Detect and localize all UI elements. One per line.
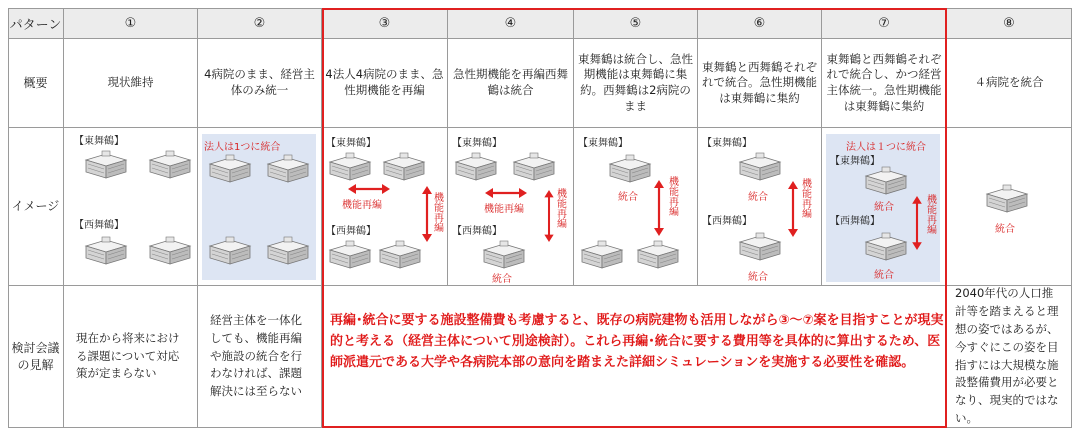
hospital-building-icon [608, 154, 652, 184]
header-pattern-8: ⑧ [947, 8, 1072, 39]
hospital-building-icon [378, 240, 422, 270]
hospital-building-icon [454, 152, 498, 182]
label-west: 【西舞鶴】 [830, 216, 880, 227]
label-merge: 統合 [748, 272, 768, 283]
hospital-building-icon [580, 240, 624, 270]
reorg-arrow-icon [654, 178, 664, 238]
reorg-arrow-icon [544, 190, 554, 242]
image-pattern-1 [64, 128, 198, 286]
label-merge: 統合 [618, 192, 638, 203]
header-pattern-5: ⑤ [574, 8, 698, 39]
hospital-building-icon [84, 150, 128, 180]
hospital-building-icon [208, 154, 252, 184]
label-east: 【東舞鶴】 [452, 138, 502, 149]
reorg-arrow-icon [484, 188, 528, 198]
label-merge: 統合 [995, 224, 1015, 235]
image-pattern-5 [574, 128, 698, 286]
review-pattern-3-7: 再編･統合に要する施設整備費も考慮すると、既存の病院建物も活用しながら③～⑦案を目指すことが現実的と考える（経営主体について別途検討）。これら再編･統合に要する費用等を具体的に算出するため、医師派遣元である大学や各病院本部の意向を踏まえた詳細シミュレーションを実施する必要性を確認。 [330, 313, 944, 370]
summary-pattern-4: 急性期機能を再編西舞鶴は統合 [448, 39, 574, 128]
summary-pattern-1: 現状維持 [64, 39, 198, 128]
header-pattern-2: ② [198, 8, 322, 39]
hospital-building-icon [738, 152, 782, 182]
label-merge: 統合 [748, 192, 768, 203]
label-east: 【東舞鶴】 [74, 136, 124, 147]
header-pattern-6: ⑥ [698, 8, 822, 39]
review-pattern-8: 2040年代の人口推計等を踏まえると理想の姿ではあるが、今すぐにこの姿を目指すには大規模な施設整備費用が必要となり、現実的ではない。 [947, 286, 1072, 428]
hospital-building-icon [328, 152, 372, 182]
header-corner: パターン [8, 8, 64, 39]
hospital-building-icon [148, 236, 192, 266]
hospital-building-icon [208, 236, 252, 266]
label-west: 【西舞鶴】 [452, 226, 502, 237]
label-east: 【東舞鶴】 [578, 138, 628, 149]
label-west: 【西舞鶴】 [326, 226, 376, 237]
hospital-building-icon [636, 240, 680, 270]
label-east: 【東舞鶴】 [830, 156, 880, 167]
label-func-reorg: 機能再編 [342, 200, 382, 211]
review-pattern-1: 現在から将来における課題について対応策が定まらない [64, 286, 198, 428]
label-func-reorg: 機能再編 [554, 188, 566, 228]
image-pattern-4 [448, 128, 574, 286]
summary-pattern-5: 東舞鶴は統合し、急性期機能は東舞鶴に集約。西舞鶴は2病院のまま [574, 39, 698, 128]
label-merge: 統合 [492, 274, 512, 285]
hospital-building-icon [148, 150, 192, 180]
summary-pattern-3: 4法人4病院のまま、急性期機能を再編 [322, 39, 448, 128]
image-pattern-6 [698, 128, 822, 286]
label-merge: 統合 [874, 202, 894, 213]
image-pattern-3 [322, 128, 448, 286]
header-pattern-3: ③ [322, 8, 448, 39]
summary-pattern-8: ４病院を統合 [947, 39, 1072, 128]
label-east: 【東舞鶴】 [326, 138, 376, 149]
label-func-reorg: 機能再編 [799, 178, 811, 218]
hospital-building-icon [84, 236, 128, 266]
hospital-building-icon [266, 236, 310, 266]
summary-pattern-2: 4病院のまま、経営主体のみ統一 [198, 39, 322, 128]
image-pattern-2 [198, 128, 322, 286]
hospital-building-icon [985, 184, 1029, 214]
label-east: 【東舞鶴】 [702, 138, 752, 149]
label-west: 【西舞鶴】 [702, 216, 752, 227]
hospital-building-icon [512, 152, 556, 182]
label-merge: 統合 [874, 270, 894, 281]
hospital-building-icon [328, 240, 372, 270]
reorg-arrow-icon [348, 184, 390, 194]
label-func-reorg: 機能再編 [666, 176, 678, 216]
label-func-reorg: 機能再編 [924, 194, 936, 234]
image-pattern-8 [947, 128, 1072, 286]
hospital-building-icon [864, 232, 908, 262]
reorg-arrow-icon [788, 180, 798, 238]
reorg-arrow-icon [912, 196, 922, 250]
label-west: 【西舞鶴】 [74, 220, 124, 231]
hospital-building-icon [266, 154, 310, 184]
review-pattern-2: 経営主体を一体化しても、機能再編や施設の統合を行わなければ、課題解決には至らない [198, 286, 322, 428]
label-corp-unify: 法人は１つに統合 [846, 142, 926, 153]
hospital-building-icon [864, 166, 908, 196]
row-label-review: 検討会議の見解 [8, 286, 64, 428]
row-label-summary: 概要 [8, 39, 64, 128]
header-pattern-7: ⑦ [822, 8, 947, 39]
header-pattern-1: ① [64, 8, 198, 39]
label-corp-unify: 法人は1つに統合 [204, 142, 281, 153]
hospital-building-icon [382, 152, 426, 182]
hospital-building-icon [482, 240, 526, 270]
summary-pattern-6: 東舞鶴と西舞鶴それぞれで統合。急性期機能は東舞鶴に集約 [698, 39, 822, 128]
header-pattern-4: ④ [448, 8, 574, 39]
row-label-image: イメージ [8, 128, 64, 286]
label-func-reorg: 機能再編 [431, 192, 443, 232]
hospital-building-icon [738, 232, 782, 262]
image-pattern-7 [822, 128, 947, 286]
label-func-reorg: 機能再編 [484, 204, 524, 215]
summary-pattern-7: 東舞鶴と西舞鶴それぞれで統合し、かつ経営主体統一。急性期機能は東舞鶴に集約 [822, 39, 947, 128]
